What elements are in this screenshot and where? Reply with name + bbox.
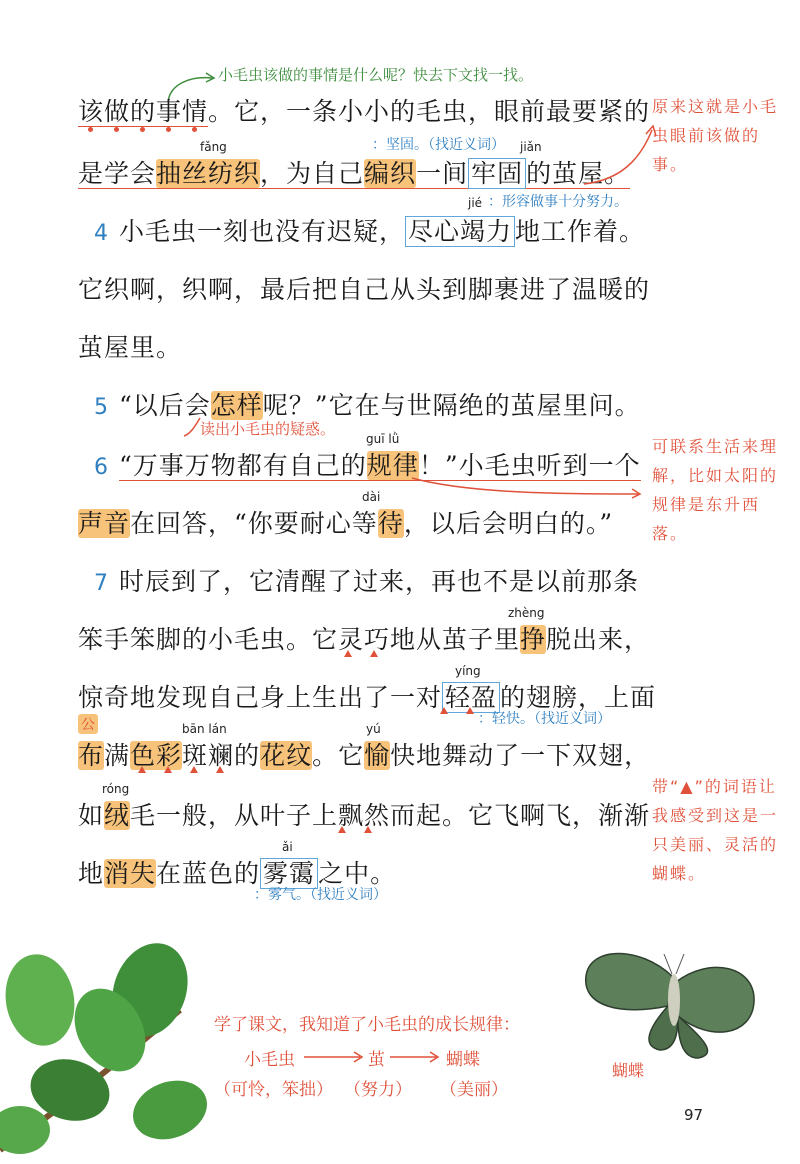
paragraph-4: 4 小毛虫一刻也没有迟疑， 尽心竭力 地工作着。: [94, 217, 646, 246]
boxed-word: 尽心竭力: [405, 216, 515, 247]
pinyin-jian: jiǎn: [520, 140, 542, 154]
paragraph-7-line-2: 笨手笨脚的小毛虫。它灵巧地从茧子里挣脱出来，: [78, 625, 651, 654]
note-yiwen: 读出小毛虫的疑惑。: [200, 420, 336, 438]
side-arrow-icon: [410, 476, 650, 500]
triangle-mark-icon: [338, 826, 346, 833]
pinyin-banlan: bān lán: [182, 722, 227, 736]
pinyin-guilu: guī lǜ: [366, 432, 400, 446]
stage-desc-3: （美丽）: [440, 1080, 508, 1100]
stage-cocoon: 茧: [368, 1050, 385, 1070]
summary-title: 学了课文，我知道了小毛虫的成长规律：: [214, 1015, 520, 1035]
paragraph-7-line-4: 布满色彩斑斓的花纹。它愉快地舞动了一下双翅，: [78, 741, 651, 770]
note-qingkuai: ：轻快。（找近义词）: [478, 711, 611, 727]
butterfly-label: 蝴蝶: [612, 1061, 645, 1080]
side-arrow-icon: [580, 120, 660, 190]
page-number: 97: [684, 1106, 704, 1124]
triangle-mark-icon: [466, 707, 474, 714]
pinyin-yu: yú: [366, 722, 381, 736]
paragraph-7-line-6: 地消失在蓝色的 雾霭 之中。: [78, 859, 397, 888]
triangle-mark-icon: [164, 766, 172, 773]
side-note-1: 原来这就是小毛虫眼前该做的事。: [652, 97, 779, 174]
emphasis-dot: [88, 127, 93, 132]
triangle-mark-icon: [370, 650, 378, 657]
arrow-right-icon: [304, 1051, 364, 1063]
side-note-2: 可联系生活来理解，比如太阳的规律是东升西落。: [652, 437, 779, 543]
top-note: 小毛虫该做的事情是什么呢？快去下文找一找。: [218, 66, 534, 84]
pinyin-ying: yíng: [455, 664, 481, 678]
emphasis-dot: [192, 127, 197, 132]
boxed-word: 雾霭: [260, 858, 318, 889]
text-line-1: 该做的事情。它，一条小小的毛虫，眼前最要紧的: [78, 97, 651, 126]
pinyin-dai: dài: [362, 490, 381, 504]
paragraph-7: 7 时辰到了，它清醒了过来，再也不是以前那条: [94, 567, 640, 596]
boxed-word: 牢固: [468, 158, 526, 189]
boxed-word: 轻盈: [442, 682, 500, 713]
triangle-mark-icon: [440, 707, 448, 714]
note-jiangu: ：坚固。（找近义词）: [372, 137, 505, 153]
triangle-mark-icon: [138, 766, 146, 773]
stage-desc-2: （努力）: [344, 1080, 412, 1100]
paragraph-6: 6 “万事万物都有自己的规律！”小毛虫听到一个: [94, 451, 641, 480]
triangle-mark-icon: [216, 766, 224, 773]
emphasis-dot: [114, 127, 119, 132]
growth-summary: [214, 1010, 520, 1101]
arrow-right-icon: [390, 1051, 440, 1063]
butterfly-illustration: [580, 946, 760, 1066]
paragraph-6-line-2: 声音在回答，“你要耐心等待，以后会明白的。”: [78, 509, 614, 538]
emphasis-dot: [166, 127, 171, 132]
paragraph-4-line-2: 它织啊，织啊，最后把自己从头到脚裹进了温暖的: [78, 275, 651, 304]
pinyin-jie: jié: [468, 196, 483, 210]
side-note-3: 带“▲”的词语让我感受到这是一只美丽、灵活的蝴蝶。: [652, 777, 779, 883]
emphasis-dot: [140, 127, 145, 132]
underlined-phrase: 该做的事情: [78, 97, 209, 126]
note-wuqi: ：雾气。（找近义词）: [254, 887, 387, 903]
paragraph-7-line-5: 如绒毛一般，从叶子上飘然而起。它飞啊飞，渐渐: [78, 801, 651, 830]
paragraph-7-line-3: 惊奇地发现自己身上生出了一对 轻盈 的翅膀，上面: [78, 683, 657, 712]
pinyin-fang: fǎng: [200, 140, 227, 154]
text-line-2: 是学会抽丝纺织，为自己编织一间 牢固 的茧屋。: [78, 159, 631, 188]
stage-desc-1: （可怜，笨拙）: [214, 1080, 333, 1100]
paragraph-4-line-3: 茧屋里。: [78, 333, 183, 362]
pinyin-zheng: zhèng: [508, 606, 545, 620]
radical-gong: 公: [78, 714, 98, 734]
leaves-illustration: [0, 940, 240, 1164]
paragraph-5: 5 “以后会怎样呢？”它在与世隔绝的茧屋里问。: [94, 391, 641, 420]
note-jielie: ：形容做事十分努力。: [488, 194, 628, 210]
stage-caterpillar: 小毛虫: [244, 1050, 295, 1070]
pinyin-ai: ǎi: [282, 840, 293, 854]
triangle-mark-icon: [344, 650, 352, 657]
triangle-mark-icon: [190, 766, 198, 773]
stage-butterfly: 蝴蝶: [446, 1050, 480, 1070]
pinyin-rong: róng: [102, 782, 130, 796]
triangle-mark-icon: [364, 826, 372, 833]
